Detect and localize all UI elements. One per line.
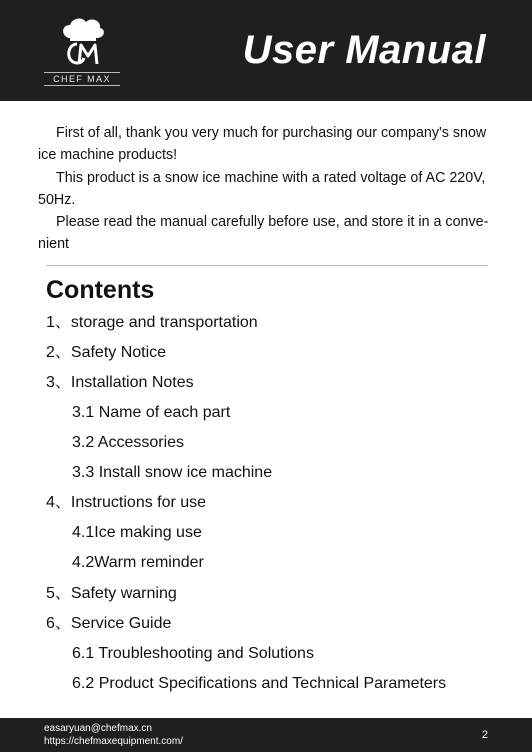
page-footer	[0, 718, 532, 752]
toc-subitem[interactable]: 3.3 Install snow ice machine	[72, 464, 273, 481]
chef-max-logo	[44, 16, 120, 88]
toc-item[interactable]: 1、storage and transportation	[46, 314, 258, 331]
toc-subitem[interactable]: 3.1 Name of each part	[72, 404, 231, 421]
intro-paragraph: This product is a snow ice machine with a rated voltage of AC 220V, 50Hz.	[38, 169, 486, 208]
contents-heading: Contents	[46, 276, 155, 304]
toc-subitem[interactable]: 6.1 Troubleshooting and Solutions	[72, 645, 314, 662]
toc-subitem[interactable]: 6.2 Product Specifications and Technical Parameters	[72, 675, 447, 692]
footer-contact	[44, 722, 183, 748]
page-title: User Manual	[242, 28, 486, 72]
logo-text: CHEF MAX	[44, 72, 120, 86]
section-divider	[46, 265, 488, 266]
toc-item[interactable]: 3、Installation Notes	[46, 374, 194, 391]
toc-subitem[interactable]: 4.1Ice making use	[72, 524, 202, 541]
intro-paragraph: First of all, thank you very much for purchasing our company's snow ice machine products!	[38, 125, 487, 164]
intro-section	[38, 122, 490, 256]
page-number: 2	[481, 729, 488, 741]
toc-item[interactable]: 4、Instructions for use	[46, 494, 207, 511]
toc-item[interactable]: 2、Safety Notice	[46, 344, 167, 361]
intro-paragraph: Please read the manual carefully before use, and store it in a conve-nient	[38, 214, 489, 253]
toc-item[interactable]: 6、Service Guide	[46, 615, 172, 632]
page-header	[0, 0, 532, 101]
footer-email[interactable]: easaryuan@chefmax.cn	[44, 723, 152, 734]
toc-subitem[interactable]: 4.2Warm reminder	[72, 554, 204, 571]
chef-hat-monogram-icon	[55, 16, 109, 68]
toc-item[interactable]: 5、Safety warning	[46, 585, 177, 602]
footer-website[interactable]: https://chefmaxequipment.com/	[44, 736, 183, 747]
toc-subitem[interactable]: 3.2 Accessories	[72, 434, 185, 451]
